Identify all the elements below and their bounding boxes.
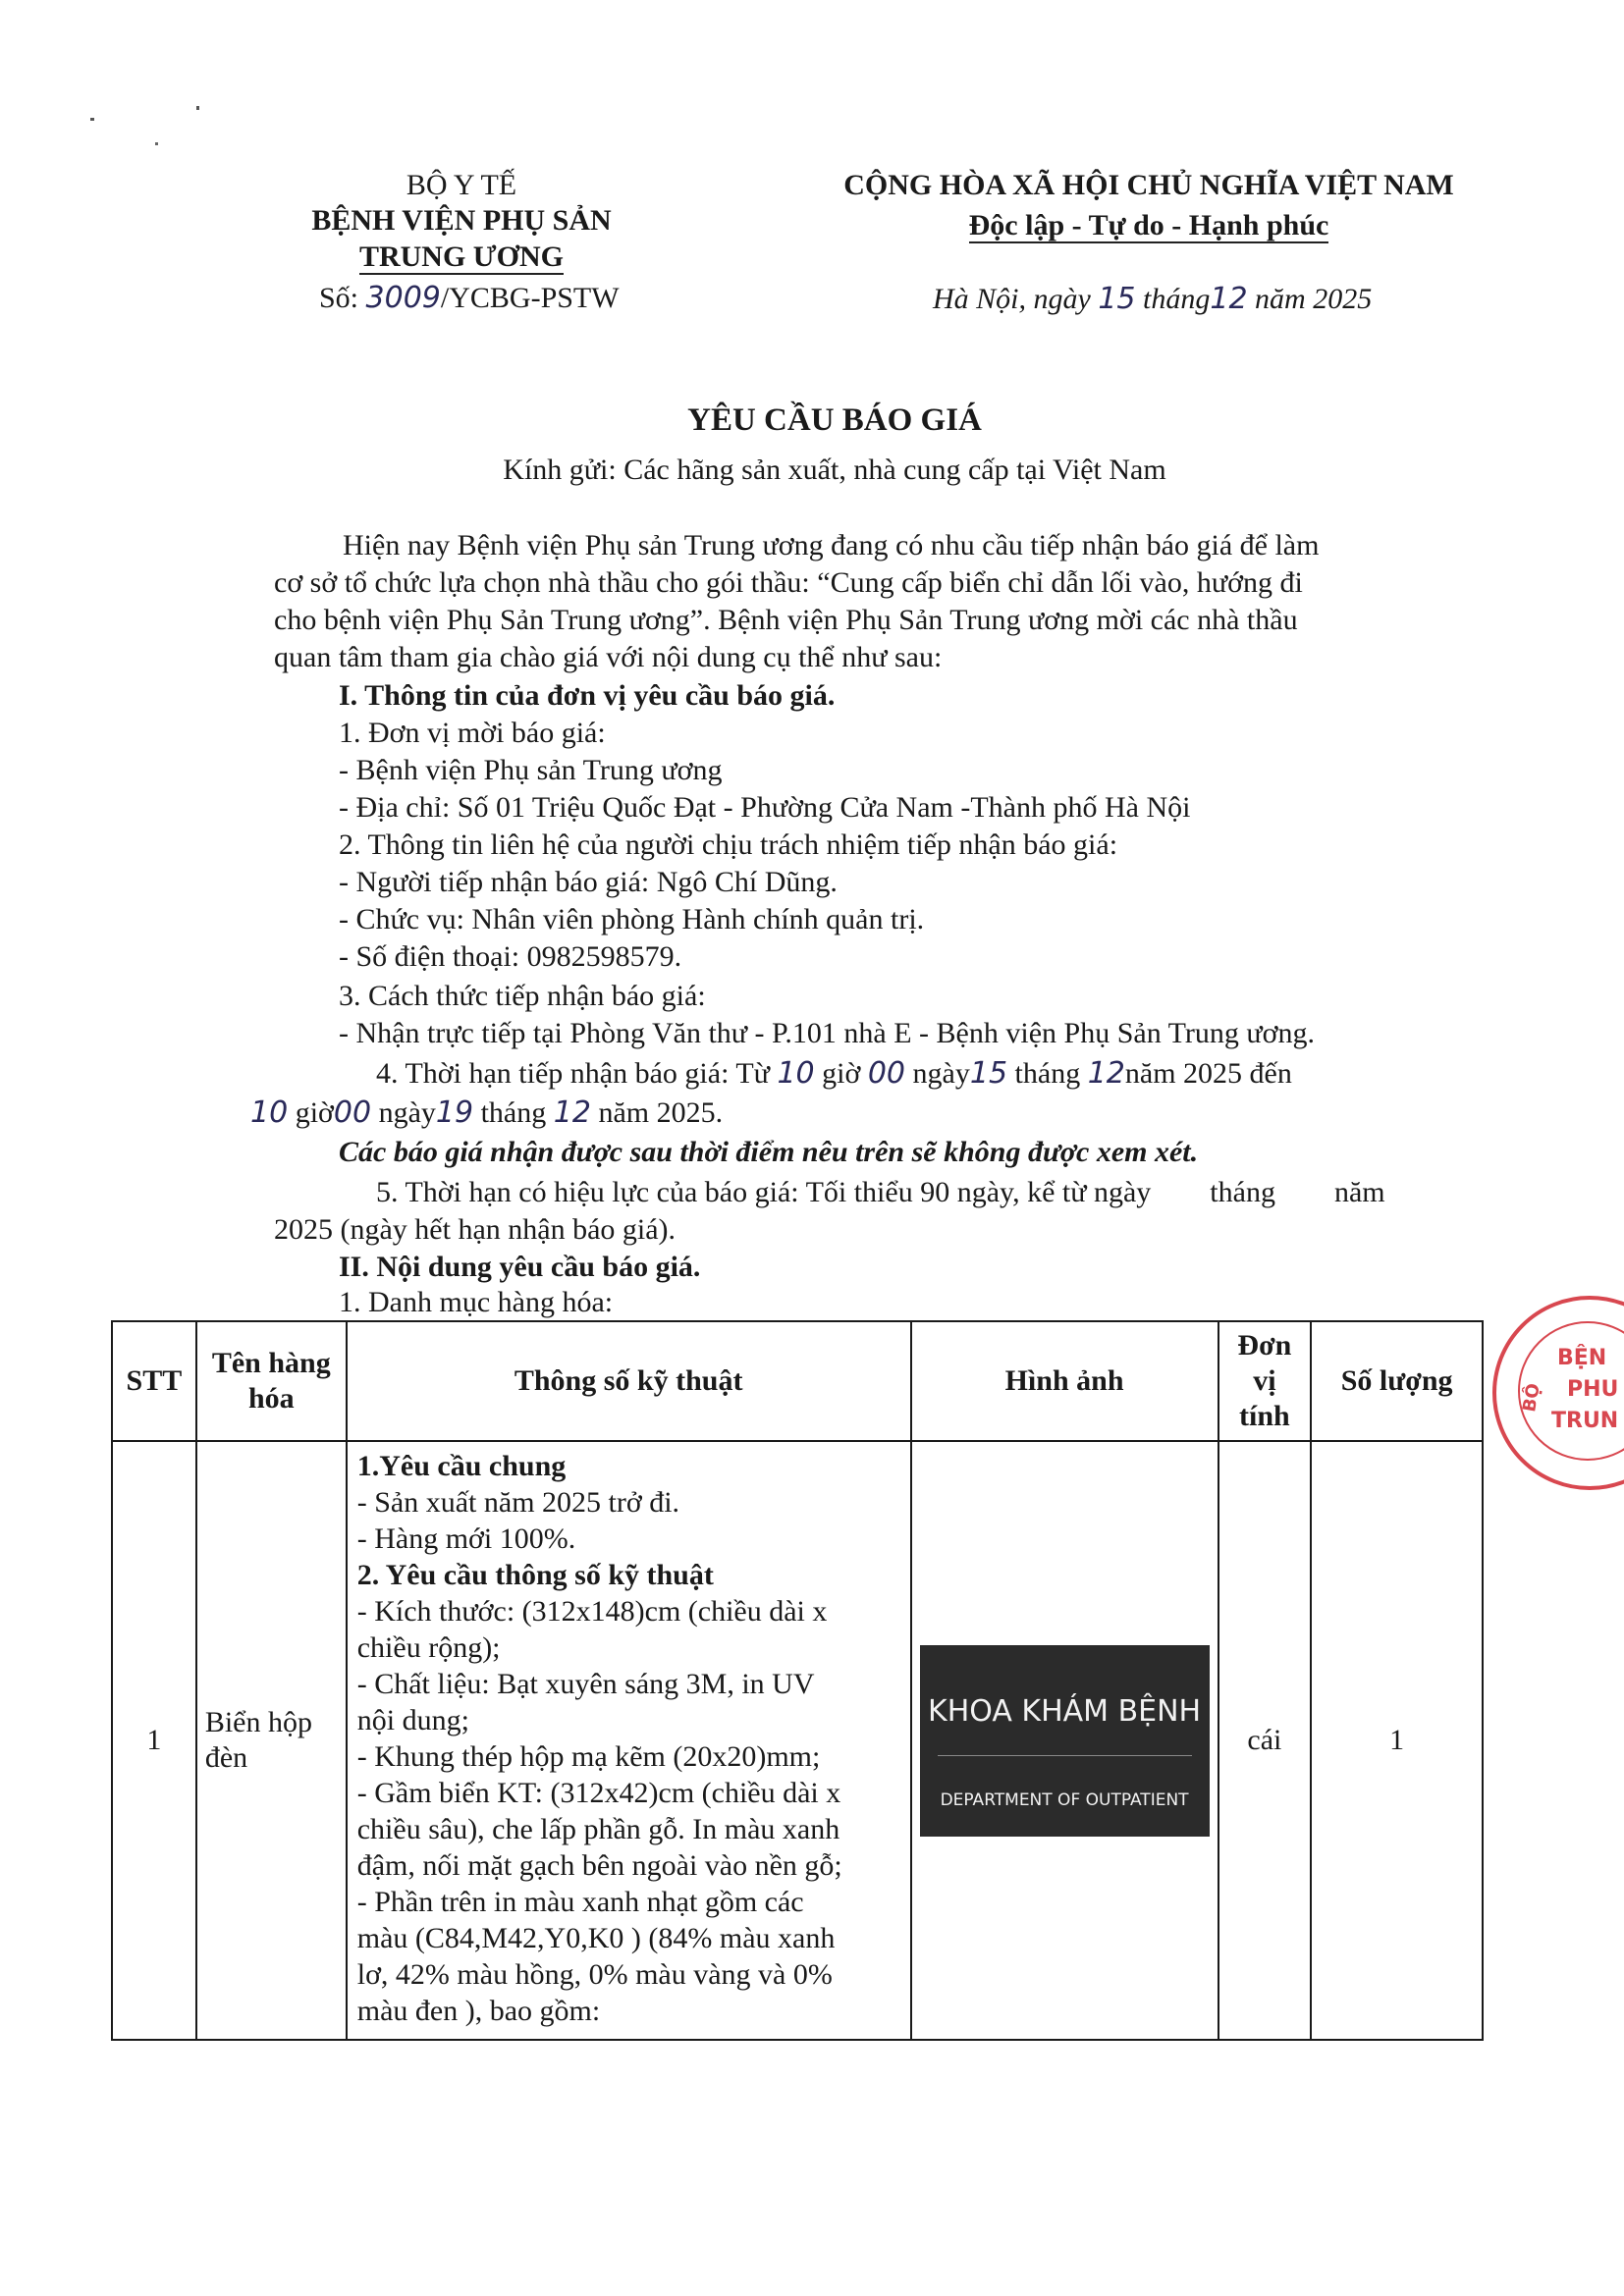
section-1-line-2: - Bệnh viện Phụ sản Trung ương [339, 754, 723, 786]
header-spec: Thông số kỹ thuật [347, 1321, 911, 1441]
section-1-line-8: 3. Cách thức tiếp nhận báo giá: [339, 980, 706, 1012]
date-day-handwritten: 15 [1098, 282, 1136, 316]
sign-image-subtitle: DEPARTMENT OF OUTPATIENT [940, 1789, 1189, 1810]
spec-line: chiều sâu), che lấp phần gỗ. In màu xanh [356, 1813, 840, 1845]
deadline-p9: năm 2025. [598, 1096, 724, 1129]
section-2-heading: II. Nội dung yêu cầu báo giá. [339, 1251, 701, 1283]
stamp-text-4: BỘ [1519, 1381, 1544, 1415]
hospital-name-line2-text: TRUNG ƯƠNG [358, 240, 565, 273]
spec-line: 2. Yêu cầu thông số kỹ thuật [356, 1559, 714, 1591]
deadline-minute-start: 00 [867, 1056, 906, 1091]
late-quote-warning: Các báo giá nhận được sau thời điểm nêu trên sẽ không được xem xét. [339, 1136, 1199, 1168]
recipient-line: Kính gửi: Các hãng sản xuất, nhà cung cấp tại Việt Nam [503, 454, 1166, 486]
spec-line: - Hàng mới 100%. [356, 1522, 576, 1555]
official-stamp [1492, 1296, 1624, 1490]
scan-speck [155, 142, 158, 145]
row-name: Biển hộp đèn [196, 1441, 347, 2040]
spec-line: - Gầm biển KT: (312x42)cm (chiều dài x [356, 1777, 841, 1809]
spec-line: chiều rộng); [356, 1631, 501, 1664]
document-number-handwritten: 3009 [365, 281, 441, 315]
intro-line-3: cho bệnh viện Phụ Sản Trung ương”. Bệnh viện Phụ Sản Trung ương mời các nhà thầu [274, 604, 1298, 636]
deadline-day-end: 19 [435, 1095, 474, 1130]
document-title: YÊU CẦU BÁO GIÁ [687, 402, 982, 438]
motto [835, 209, 1463, 243]
sign-image-title: KHOA KHÁM BỆNH [928, 1693, 1202, 1729]
deadline-p2: giờ [822, 1057, 861, 1090]
row-stt: 1 [112, 1441, 196, 2040]
section-1-heading: I. Thông tin của đơn vị yêu cầu báo giá. [339, 679, 836, 712]
ministry-name: BỘ Y TẾ [406, 169, 517, 201]
section-2-sub: 1. Danh mục hàng hóa: [339, 1286, 614, 1318]
spec-line: đậm, nối mặt gạch bên ngoài vào nền gỗ; [356, 1849, 842, 1882]
deadline-month-start: 12 [1087, 1056, 1125, 1091]
section-1-line-3: - Địa chỉ: Số 01 Triệu Quốc Đạt - Phường Cửa Nam -Thành phố Hà Nội [339, 791, 1191, 824]
section-1-line-5: - Người tiếp nhận báo giá: Ngô Chí Dũng. [339, 866, 838, 898]
section-1-line-9: - Nhận trực tiếp tại Phòng Văn thư - P.101 nhà E - Bệnh viện Phụ Sản Trung ương. [339, 1017, 1316, 1049]
spec-line: - Sản xuất năm 2025 trở đi. [356, 1486, 680, 1519]
header-image: Hình ảnh [911, 1321, 1218, 1441]
table-header-row [112, 1321, 1483, 1441]
intro-line-4: quan tâm tham gia chào giá với nội dung cụ thể như sau: [274, 641, 943, 673]
issue-date [933, 283, 1372, 316]
deadline-p1: 4. Thời hạn tiếp nhận báo giá: Từ [376, 1057, 770, 1090]
deadline-p6: giờ [295, 1096, 334, 1129]
validity-line-2: 2025 (ngày hết hạn nhận báo giá). [274, 1213, 677, 1246]
deadline-p8: tháng [480, 1096, 547, 1129]
scan-speck [196, 106, 199, 110]
section-1-line-7: - Số điện thoại: 0982598579. [339, 940, 682, 973]
deadline-p4: tháng [1014, 1057, 1081, 1090]
stamp-text-2: PHU [1567, 1377, 1619, 1402]
deadline-hour-start: 10 [777, 1056, 815, 1091]
goods-table [111, 1320, 1484, 2041]
date-month-handwritten: 12 [1210, 282, 1248, 316]
deadline-minute-end: 00 [333, 1095, 372, 1130]
section-1-line-4: 2. Thông tin liên hệ của người chịu trách nhiệm tiếp nhận báo giá: [339, 828, 1118, 861]
deadline-line-2 [250, 1095, 723, 1132]
row-image-cell [911, 1441, 1218, 2040]
sign-image-divider [938, 1755, 1192, 1756]
section-1-line-1: 1. Đơn vị mời báo giá: [339, 717, 606, 749]
deadline-p7: ngày [378, 1096, 436, 1129]
header-name: Tên hàng hóa [196, 1321, 347, 1441]
date-prefix: Hà Nội, ngày [933, 283, 1091, 315]
row-spec [347, 1441, 911, 2040]
deadline-day-start: 15 [969, 1056, 1008, 1091]
validity-line-1: 5. Thời hạn có hiệu lực của báo giá: Tối thiểu 90 ngày, kể từ ngày tháng năm [376, 1176, 1385, 1208]
row-unit: cái [1218, 1441, 1312, 2040]
document-number-prefix: Số: [319, 282, 359, 314]
deadline-line-1 [376, 1055, 1292, 1093]
scan-speck [90, 118, 94, 121]
document-number-suffix: /YCBG-PSTW [440, 282, 620, 314]
row-qty: 1 [1311, 1441, 1483, 2040]
section-1-line-6: - Chức vụ: Nhân viên phòng Hành chính quản trị. [339, 903, 925, 935]
country-name: CỘNG HÒA XÃ HỘI CHỦ NGHĨA VIỆT NAM [843, 169, 1454, 201]
deadline-p3: ngày [912, 1057, 970, 1090]
document-number [319, 282, 620, 315]
spec-line: 1.Yêu cầu chung [356, 1450, 567, 1482]
table-row [112, 1441, 1483, 2040]
date-month-label: tháng [1143, 283, 1211, 315]
hospital-name-line1: BỆNH VIỆN PHỤ SẢN [311, 204, 612, 237]
stamp-text-3: TRUN [1551, 1409, 1619, 1433]
lightbox-sign-image [920, 1645, 1210, 1837]
deadline-p5: năm 2025 đến [1124, 1057, 1292, 1090]
header-stt: STT [112, 1321, 196, 1441]
date-year: năm 2025 [1255, 283, 1373, 315]
spec-line: - Kích thước: (312x148)cm (chiều dài x [356, 1595, 828, 1628]
spec-line: lơ, 42% màu hồng, 0% màu vàng và 0% [356, 1958, 833, 1991]
intro-line-1: Hiện nay Bệnh viện Phụ sản Trung ương đang có nhu cầu tiếp nhận báo giá để làm [343, 529, 1320, 561]
hospital-name-line2 [255, 240, 668, 275]
spec-line: - Phần trên in màu xanh nhạt gồm các [356, 1886, 804, 1918]
spec-line: màu (C84,M42,Y0,K0 ) (84% màu xanh [356, 1922, 836, 1954]
motto-text: Độc lập - Tự do - Hạnh phúc [968, 209, 1329, 241]
stamp-text-1: BỆN [1557, 1346, 1607, 1370]
spec-line: - Khung thép hộp mạ kẽm (20x20)mm; [356, 1740, 821, 1773]
spec-line: nội dung; [356, 1704, 469, 1736]
deadline-month-end: 12 [553, 1095, 591, 1130]
spec-line: màu đen ), bao gồm: [356, 1995, 601, 2027]
header-qty: Số lượng [1311, 1321, 1483, 1441]
header-unit: Đơn vị tính [1218, 1321, 1312, 1441]
intro-line-2: cơ sở tổ chức lựa chọn nhà thầu cho gói thầu: “Cung cấp biển chỉ dẫn lối vào, hướng đi [274, 566, 1303, 599]
spec-line: - Chất liệu: Bạt xuyên sáng 3M, in UV [356, 1668, 815, 1700]
deadline-hour-end: 10 [250, 1095, 289, 1130]
